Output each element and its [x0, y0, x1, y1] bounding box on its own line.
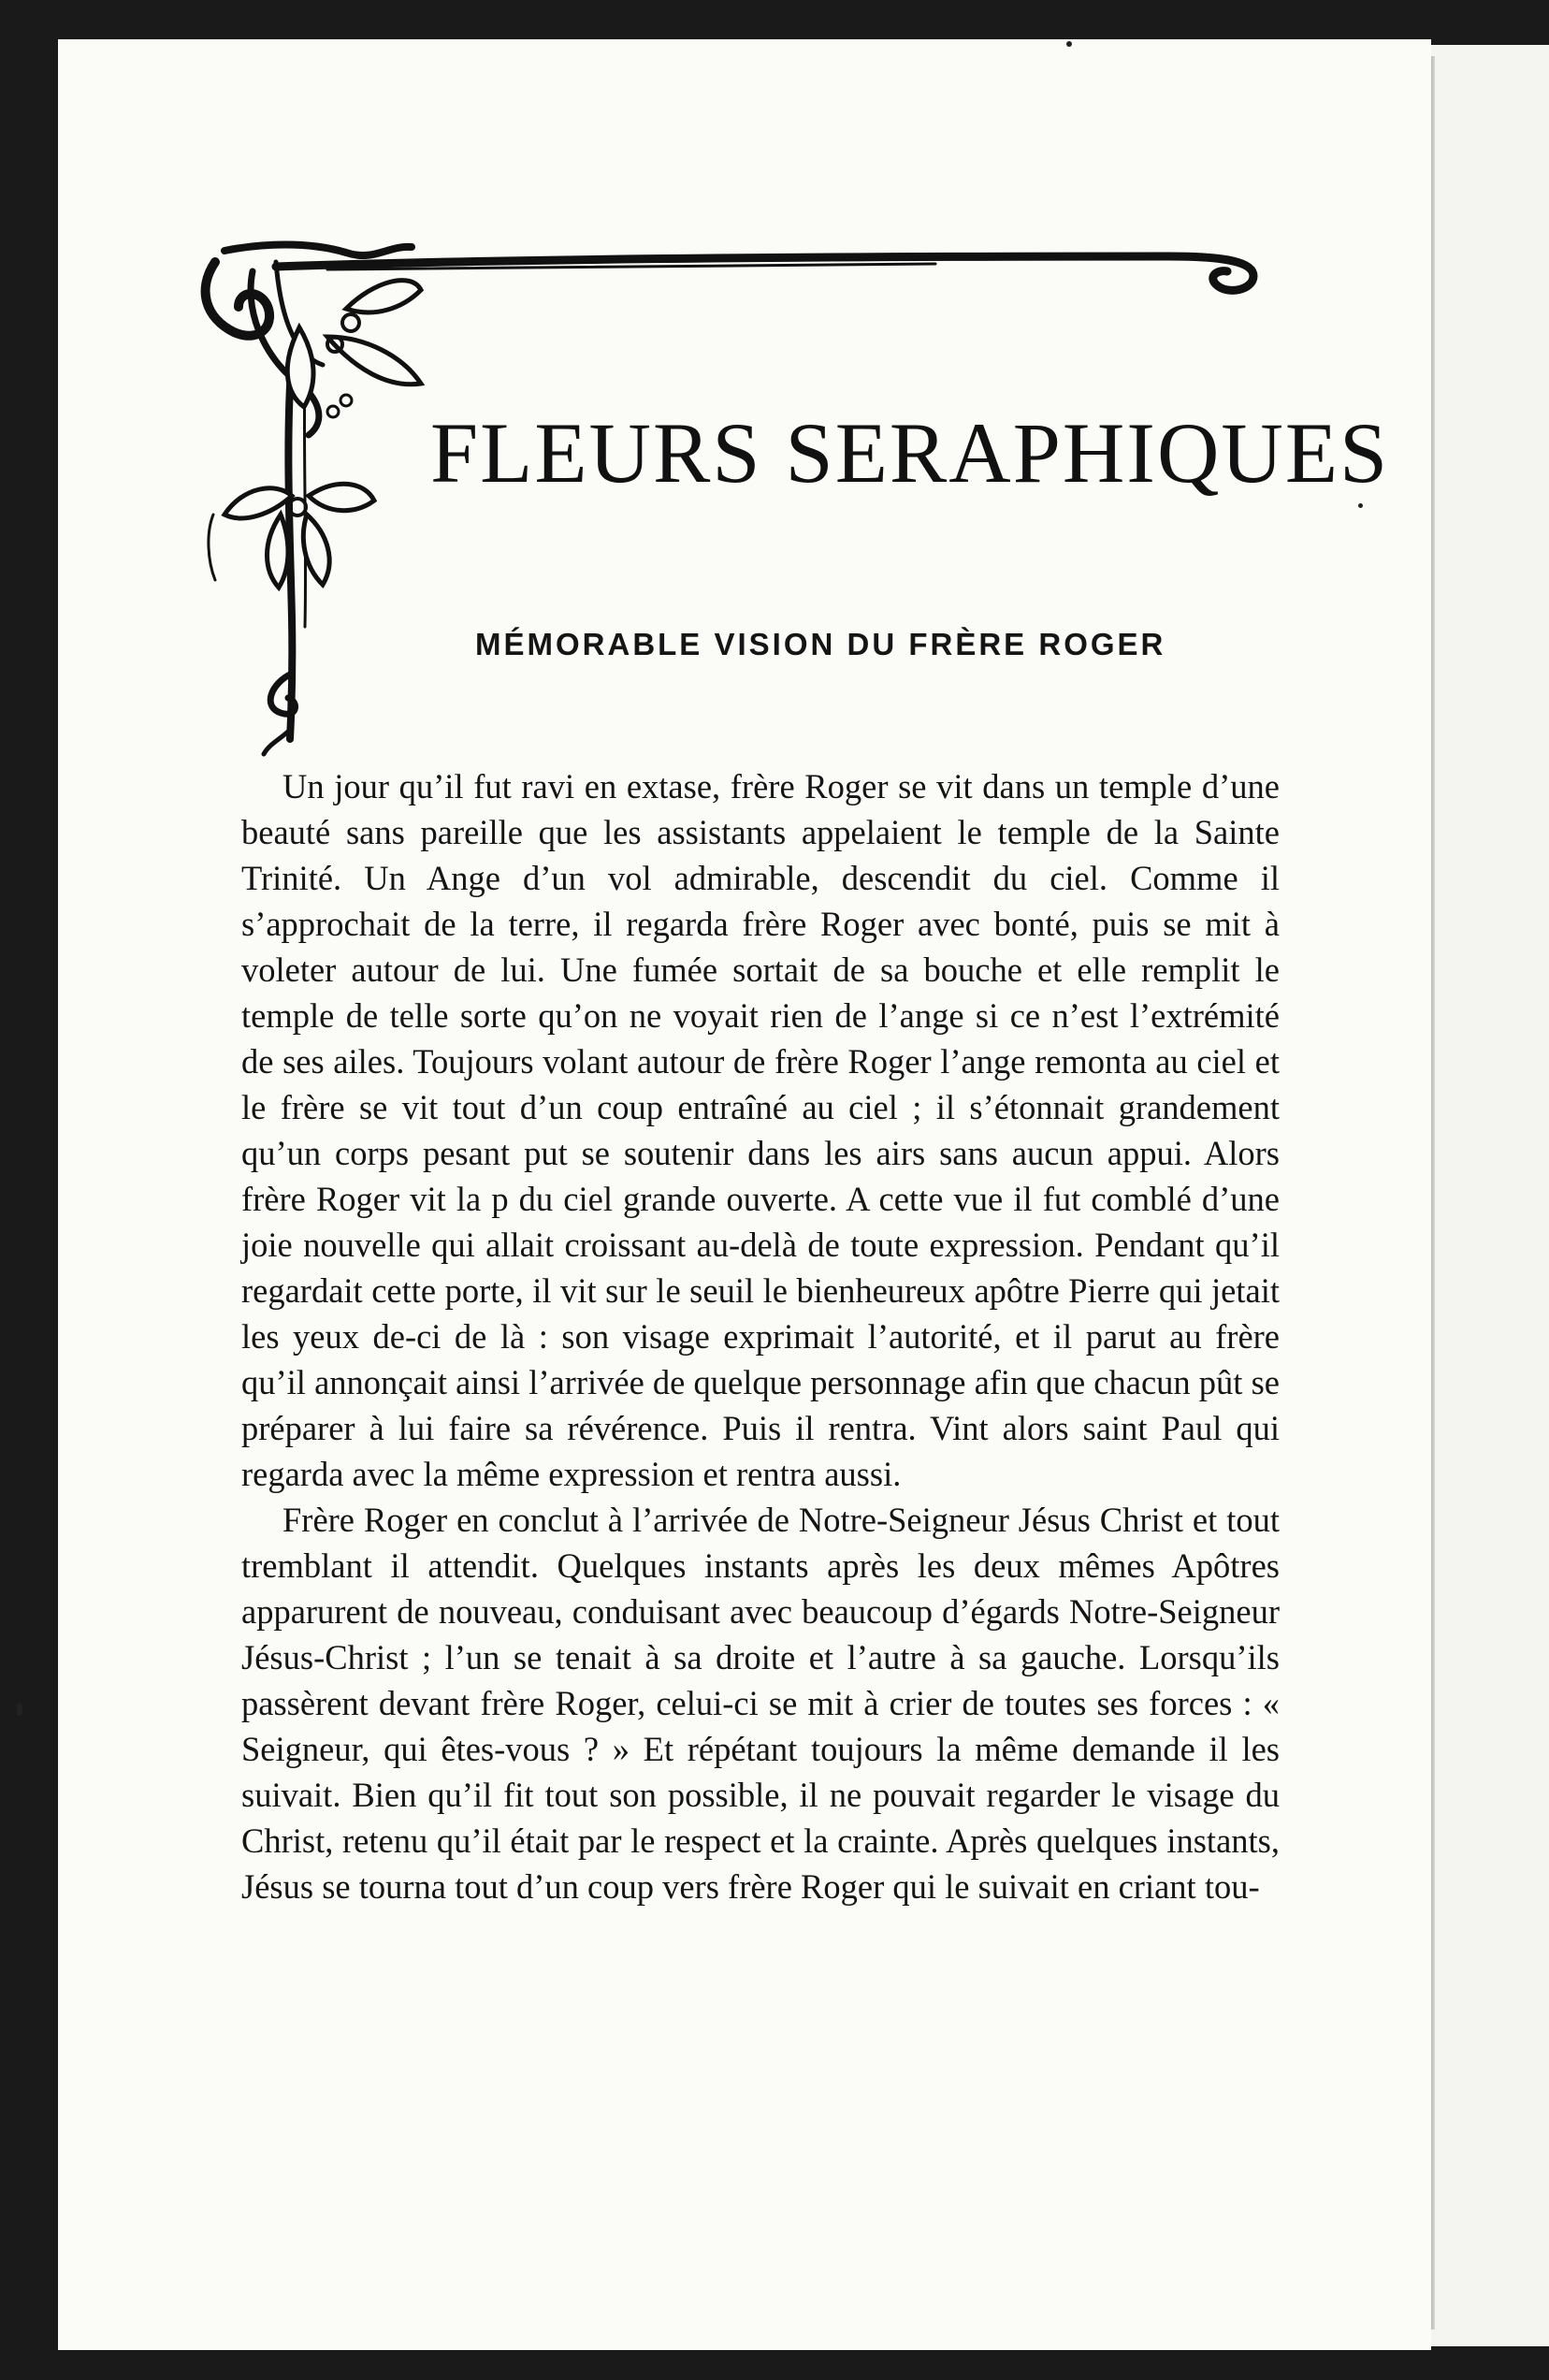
print-speck [17, 1703, 22, 1716]
page-title: FLEURS SERAPHIQUES [430, 405, 1390, 501]
print-speck [1358, 503, 1363, 508]
print-speck [1066, 41, 1072, 47]
facing-page-edge [1420, 45, 1549, 2346]
paragraph: Un jour qu’il fut ravi en extase, frère Roger se vit dans un temple d’une beauté sans pareille que les assistants appelaient le temple de la Sainte Trinité. Un Ange d’un vol admirable, descendit du ciel. Comme il s’approchait de la terre, il regarda frère Roger avec bonté, puis se mit à voleter autour de lui. Une fumée sortait de sa bouche et elle remplit le temple de telle sorte qu’on ne voyait rien de l’ange si ce n’est l’extrémité de ses ailes. Toujours volant autour de frère Roger l’ange remonta au ciel et le frère se vit tout d’un coup entraîné au ciel ; il s’étonnait grandement qu’un corps pesant put se soutenir dans les airs sans aucun appui. Alors frère Roger vit la p du ciel grande ouverte. A cette vue il fut comblé d’une joie nouvelle qui allait croissant au-delà de toute expression. Pendant qu’il regardait cette porte, il vit sur le seuil le bienheureux apôtre Pierre qui jetait les yeux de-ci de là : son visage exprimait l’autorité, et il parut au frère qu’il annonçait ainsi l’arrivée de quelque personnage afin que chacun pût se préparer à lui faire sa révérence. Puis il rentra. Vint alors saint Paul qui regarda avec la même expression et rentra aussi. [241, 767, 1280, 1493]
section-heading: MÉMORABLE VISION DU FRÈRE ROGER [475, 627, 1166, 661]
body-text [241, 763, 1280, 1909]
paragraph: Frère Roger en conclut à l’arrivée de Notre-Seigneur Jésus Christ et tout tremblant il attendit. Quelques instants après les deux mêmes Apôtres apparurent de nouveau, conduisant avec beaucoup d’égards Notre-Seigneur Jésus-Christ ; l’un se tenait à sa droite et l’autre à sa gauche. Lorsqu’ils passèrent devant frère Roger, celui-ci se mit à crier de toutes ses forces : « Seigneur, qui êtes-vous ? » Et répétant toujours la même demande il les suivait. Bien qu’il fit tout son possible, il ne pouvait regarder le visage du Christ, retenu qu’il était par le respect et la crainte. Après quelques instants, Jésus se tourna tout d’un coup vers frère Roger qui le suivait en criant tou- [241, 1501, 1280, 1906]
